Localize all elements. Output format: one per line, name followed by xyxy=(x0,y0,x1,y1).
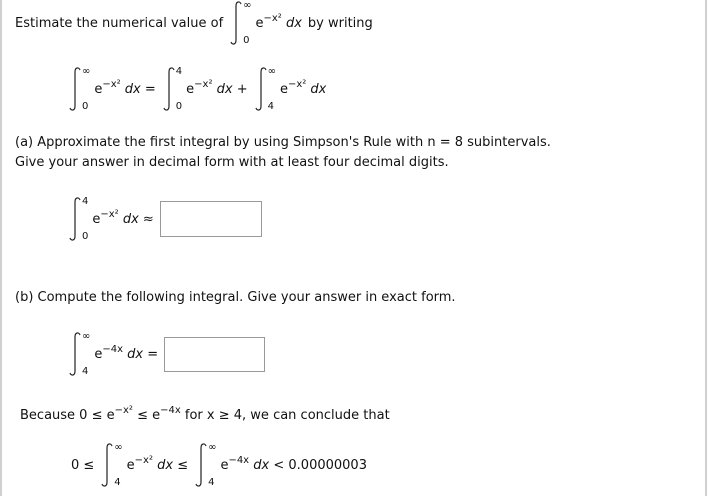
integrand: $e^{-x^2}$ dx ≤ xyxy=(126,454,189,473)
integral-limits: ∞ 0 xyxy=(243,0,252,46)
conclusion-text: Because $0 \le e^{-x^2} \le e^{-4x}$ for x ≥ 4, we can conclude that xyxy=(20,405,390,423)
integral-sign-icon xyxy=(68,331,82,377)
integral-sign-icon xyxy=(162,66,176,112)
integral-sign-icon xyxy=(68,66,82,112)
integral-sign-icon xyxy=(68,196,82,242)
part-a-instruction: (a) Approximate the first integral by using Simpson's Rule with n = 8 subintervals. xyxy=(15,135,551,150)
integral-limits: ∞ 0 xyxy=(82,66,91,112)
intro-line xyxy=(15,0,373,46)
left-border xyxy=(0,0,2,496)
part-b-equation xyxy=(68,331,265,377)
integrand: $e^{-x^2}$ dx xyxy=(279,78,327,97)
integral-limits: 4 0 xyxy=(175,66,183,112)
integral-sign-icon xyxy=(229,0,243,46)
integrand: $e^{-x^2}$ dx = xyxy=(94,78,156,97)
part-a-instruction-2: Give your answer in decimal form with at least four decimal digits. xyxy=(15,155,449,170)
inequality-start: 0 ≤ xyxy=(71,457,95,473)
integrand: $e^{-x^2}$ dx xyxy=(255,12,302,31)
integral-limits: ∞ 4 xyxy=(114,442,123,488)
part-a-answer-input[interactable] xyxy=(160,201,262,237)
integral-limits: ∞ 4 xyxy=(208,442,217,488)
integral-limits: ∞ 4 xyxy=(267,66,276,112)
right-border xyxy=(705,0,707,496)
intro-suffix: by writing xyxy=(307,15,373,31)
part-b-instruction: (b) Compute the following integral. Give your answer in exact form. xyxy=(15,290,456,305)
intro-text: Estimate the numerical value of xyxy=(15,15,224,31)
integral-limits: 4 0 xyxy=(82,196,89,242)
integral-sign-icon xyxy=(100,442,114,488)
conclusion-inequality xyxy=(71,442,367,488)
integrand: $e^{-x^2}$ dx + xyxy=(186,78,248,97)
part-a-equation xyxy=(68,196,262,242)
integral-sign-icon xyxy=(254,66,268,112)
split-equation xyxy=(68,66,326,112)
integrand: $e^{-4x}$ dx < 0.00000003 xyxy=(220,454,367,473)
integrand: $e^{-4x}$ dx = xyxy=(94,343,159,362)
integrand: $e^{-x^2}$ dx ≈ xyxy=(92,208,154,227)
integral-sign-icon xyxy=(194,442,208,488)
integral-limits: ∞ 4 xyxy=(82,331,91,377)
part-b-answer-input[interactable] xyxy=(164,337,265,372)
